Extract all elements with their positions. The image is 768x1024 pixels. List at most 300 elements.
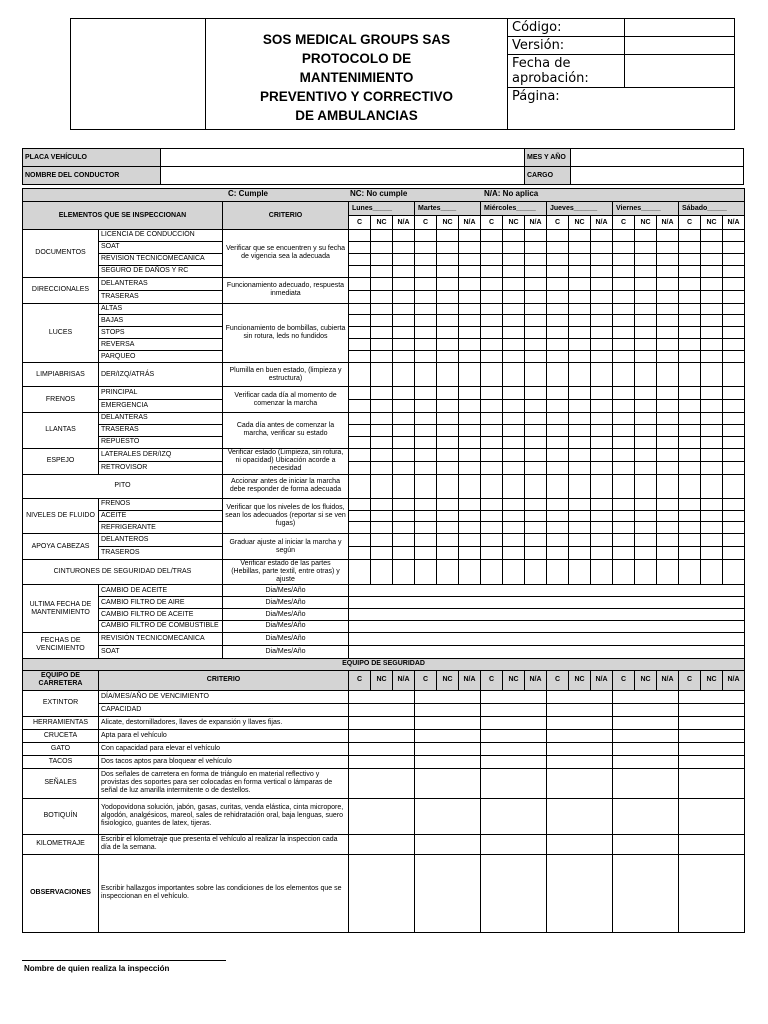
- check-cell[interactable]: [701, 424, 723, 436]
- check-cell[interactable]: [481, 400, 503, 413]
- check-cell[interactable]: [723, 413, 745, 425]
- equipo-day-cell[interactable]: [547, 798, 613, 834]
- check-cell[interactable]: [679, 363, 701, 387]
- check-cell[interactable]: [459, 498, 481, 510]
- check-cell[interactable]: [525, 436, 547, 448]
- check-cell[interactable]: [371, 547, 393, 560]
- check-cell[interactable]: [415, 230, 437, 242]
- check-cell[interactable]: [657, 522, 679, 534]
- check-cell[interactable]: [393, 303, 415, 315]
- check-cell[interactable]: [459, 339, 481, 351]
- check-cell[interactable]: [547, 315, 569, 327]
- check-cell[interactable]: [635, 265, 657, 277]
- check-cell[interactable]: [459, 351, 481, 363]
- check-cell[interactable]: [525, 253, 547, 265]
- observaciones-day-cell[interactable]: [415, 854, 481, 932]
- check-cell[interactable]: [547, 547, 569, 560]
- check-cell[interactable]: [393, 327, 415, 339]
- check-cell[interactable]: [437, 534, 459, 547]
- check-cell[interactable]: [503, 351, 525, 363]
- check-cell[interactable]: [437, 387, 459, 400]
- check-cell[interactable]: [393, 510, 415, 522]
- check-cell[interactable]: [723, 351, 745, 363]
- check-cell[interactable]: [481, 522, 503, 534]
- equipo-day-cell[interactable]: [481, 716, 547, 729]
- check-cell[interactable]: [437, 327, 459, 339]
- check-cell[interactable]: [591, 315, 613, 327]
- check-cell[interactable]: [393, 351, 415, 363]
- check-cell[interactable]: [371, 351, 393, 363]
- check-cell[interactable]: [701, 363, 723, 387]
- check-cell[interactable]: [657, 436, 679, 448]
- equipo-day-cell[interactable]: [481, 834, 547, 854]
- check-cell[interactable]: [371, 436, 393, 448]
- check-cell[interactable]: [657, 253, 679, 265]
- check-cell[interactable]: [503, 387, 525, 400]
- check-cell[interactable]: [459, 290, 481, 303]
- check-cell[interactable]: [723, 547, 745, 560]
- check-cell[interactable]: [657, 387, 679, 400]
- check-cell[interactable]: [371, 339, 393, 351]
- check-cell[interactable]: [503, 241, 525, 253]
- check-cell[interactable]: [591, 448, 613, 461]
- date-entry-cell[interactable]: [349, 621, 745, 633]
- check-cell[interactable]: [415, 547, 437, 560]
- check-cell[interactable]: [481, 534, 503, 547]
- check-cell[interactable]: [591, 387, 613, 400]
- check-cell[interactable]: [481, 387, 503, 400]
- check-cell[interactable]: [635, 351, 657, 363]
- check-cell[interactable]: [459, 522, 481, 534]
- check-cell[interactable]: [415, 498, 437, 510]
- check-cell[interactable]: [503, 315, 525, 327]
- check-cell[interactable]: [503, 339, 525, 351]
- check-cell[interactable]: [503, 303, 525, 315]
- check-cell[interactable]: [503, 413, 525, 425]
- check-cell[interactable]: [481, 351, 503, 363]
- check-cell[interactable]: [371, 461, 393, 474]
- check-cell[interactable]: [437, 522, 459, 534]
- check-cell[interactable]: [613, 230, 635, 242]
- check-cell[interactable]: [569, 363, 591, 387]
- check-cell[interactable]: [569, 230, 591, 242]
- check-cell[interactable]: [591, 560, 613, 585]
- check-cell[interactable]: [679, 339, 701, 351]
- check-cell[interactable]: [635, 290, 657, 303]
- equipo-day-cell[interactable]: [415, 716, 481, 729]
- check-cell[interactable]: [415, 522, 437, 534]
- check-cell[interactable]: [569, 534, 591, 547]
- check-cell[interactable]: [393, 534, 415, 547]
- check-cell[interactable]: [679, 560, 701, 585]
- observaciones-day-cell[interactable]: [481, 854, 547, 932]
- check-cell[interactable]: [547, 387, 569, 400]
- check-cell[interactable]: [437, 363, 459, 387]
- check-cell[interactable]: [415, 351, 437, 363]
- check-cell[interactable]: [679, 461, 701, 474]
- check-cell[interactable]: [635, 510, 657, 522]
- mes-ano-field[interactable]: [571, 149, 744, 167]
- check-cell[interactable]: [679, 547, 701, 560]
- check-cell[interactable]: [569, 387, 591, 400]
- check-cell[interactable]: [635, 387, 657, 400]
- check-cell[interactable]: [525, 230, 547, 242]
- equipo-day-cell[interactable]: [679, 716, 745, 729]
- check-cell[interactable]: [503, 253, 525, 265]
- check-cell[interactable]: [525, 424, 547, 436]
- check-cell[interactable]: [525, 387, 547, 400]
- equipo-day-cell[interactable]: [415, 703, 481, 716]
- check-cell[interactable]: [437, 424, 459, 436]
- check-cell[interactable]: [371, 303, 393, 315]
- check-cell[interactable]: [591, 498, 613, 510]
- check-cell[interactable]: [591, 461, 613, 474]
- check-cell[interactable]: [349, 400, 371, 413]
- check-cell[interactable]: [701, 241, 723, 253]
- check-cell[interactable]: [657, 303, 679, 315]
- check-cell[interactable]: [613, 327, 635, 339]
- check-cell[interactable]: [371, 448, 393, 461]
- check-cell[interactable]: [701, 230, 723, 242]
- check-cell[interactable]: [679, 351, 701, 363]
- check-cell[interactable]: [459, 436, 481, 448]
- check-cell[interactable]: [723, 339, 745, 351]
- check-cell[interactable]: [613, 339, 635, 351]
- check-cell[interactable]: [613, 498, 635, 510]
- check-cell[interactable]: [525, 560, 547, 585]
- check-cell[interactable]: [393, 230, 415, 242]
- check-cell[interactable]: [701, 560, 723, 585]
- check-cell[interactable]: [547, 241, 569, 253]
- check-cell[interactable]: [635, 534, 657, 547]
- equipo-day-cell[interactable]: [547, 768, 613, 798]
- check-cell[interactable]: [393, 277, 415, 290]
- check-cell[interactable]: [393, 461, 415, 474]
- check-cell[interactable]: [723, 241, 745, 253]
- check-cell[interactable]: [547, 436, 569, 448]
- check-cell[interactable]: [459, 461, 481, 474]
- check-cell[interactable]: [679, 303, 701, 315]
- check-cell[interactable]: [503, 290, 525, 303]
- check-cell[interactable]: [635, 230, 657, 242]
- check-cell[interactable]: [547, 253, 569, 265]
- check-cell[interactable]: [371, 277, 393, 290]
- check-cell[interactable]: [547, 474, 569, 498]
- check-cell[interactable]: [591, 253, 613, 265]
- check-cell[interactable]: [591, 277, 613, 290]
- check-cell[interactable]: [459, 363, 481, 387]
- equipo-day-cell[interactable]: [547, 742, 613, 755]
- equipo-day-cell[interactable]: [349, 834, 415, 854]
- check-cell[interactable]: [415, 560, 437, 585]
- check-cell[interactable]: [547, 290, 569, 303]
- observaciones-day-cell[interactable]: [613, 854, 679, 932]
- check-cell[interactable]: [481, 277, 503, 290]
- check-cell[interactable]: [635, 253, 657, 265]
- check-cell[interactable]: [437, 448, 459, 461]
- check-cell[interactable]: [723, 230, 745, 242]
- check-cell[interactable]: [371, 387, 393, 400]
- check-cell[interactable]: [349, 474, 371, 498]
- check-cell[interactable]: [525, 413, 547, 425]
- check-cell[interactable]: [481, 315, 503, 327]
- check-cell[interactable]: [503, 327, 525, 339]
- check-cell[interactable]: [525, 498, 547, 510]
- check-cell[interactable]: [723, 327, 745, 339]
- equipo-day-cell[interactable]: [547, 703, 613, 716]
- check-cell[interactable]: [371, 253, 393, 265]
- check-cell[interactable]: [569, 498, 591, 510]
- check-cell[interactable]: [481, 253, 503, 265]
- check-cell[interactable]: [723, 400, 745, 413]
- check-cell[interactable]: [635, 448, 657, 461]
- check-cell[interactable]: [503, 510, 525, 522]
- equipo-day-cell[interactable]: [481, 798, 547, 834]
- check-cell[interactable]: [547, 303, 569, 315]
- check-cell[interactable]: [679, 230, 701, 242]
- check-cell[interactable]: [547, 230, 569, 242]
- check-cell[interactable]: [613, 241, 635, 253]
- check-cell[interactable]: [701, 534, 723, 547]
- check-cell[interactable]: [613, 265, 635, 277]
- equipo-day-cell[interactable]: [547, 755, 613, 768]
- check-cell[interactable]: [613, 424, 635, 436]
- check-cell[interactable]: [547, 413, 569, 425]
- equipo-day-cell[interactable]: [613, 768, 679, 798]
- check-cell[interactable]: [371, 400, 393, 413]
- check-cell[interactable]: [723, 474, 745, 498]
- check-cell[interactable]: [701, 474, 723, 498]
- check-cell[interactable]: [679, 510, 701, 522]
- check-cell[interactable]: [349, 277, 371, 290]
- check-cell[interactable]: [591, 303, 613, 315]
- check-cell[interactable]: [547, 363, 569, 387]
- check-cell[interactable]: [613, 303, 635, 315]
- equipo-day-cell[interactable]: [613, 755, 679, 768]
- check-cell[interactable]: [635, 522, 657, 534]
- check-cell[interactable]: [701, 436, 723, 448]
- check-cell[interactable]: [459, 424, 481, 436]
- check-cell[interactable]: [635, 363, 657, 387]
- check-cell[interactable]: [635, 277, 657, 290]
- check-cell[interactable]: [503, 547, 525, 560]
- check-cell[interactable]: [415, 265, 437, 277]
- equipo-day-cell[interactable]: [613, 798, 679, 834]
- check-cell[interactable]: [525, 400, 547, 413]
- equipo-day-cell[interactable]: [481, 755, 547, 768]
- check-cell[interactable]: [503, 436, 525, 448]
- check-cell[interactable]: [525, 315, 547, 327]
- check-cell[interactable]: [525, 290, 547, 303]
- equipo-day-cell[interactable]: [613, 742, 679, 755]
- check-cell[interactable]: [679, 413, 701, 425]
- check-cell[interactable]: [525, 327, 547, 339]
- equipo-day-cell[interactable]: [613, 716, 679, 729]
- check-cell[interactable]: [613, 448, 635, 461]
- check-cell[interactable]: [481, 510, 503, 522]
- check-cell[interactable]: [591, 230, 613, 242]
- check-cell[interactable]: [657, 547, 679, 560]
- check-cell[interactable]: [723, 277, 745, 290]
- check-cell[interactable]: [503, 534, 525, 547]
- check-cell[interactable]: [679, 265, 701, 277]
- check-cell[interactable]: [723, 498, 745, 510]
- check-cell[interactable]: [393, 387, 415, 400]
- equipo-day-cell[interactable]: [679, 742, 745, 755]
- check-cell[interactable]: [349, 303, 371, 315]
- check-cell[interactable]: [349, 265, 371, 277]
- check-cell[interactable]: [371, 265, 393, 277]
- check-cell[interactable]: [657, 265, 679, 277]
- check-cell[interactable]: [459, 448, 481, 461]
- check-cell[interactable]: [437, 400, 459, 413]
- check-cell[interactable]: [657, 424, 679, 436]
- check-cell[interactable]: [547, 400, 569, 413]
- check-cell[interactable]: [481, 241, 503, 253]
- check-cell[interactable]: [723, 560, 745, 585]
- check-cell[interactable]: [481, 424, 503, 436]
- check-cell[interactable]: [569, 327, 591, 339]
- check-cell[interactable]: [723, 253, 745, 265]
- observaciones-day-cell[interactable]: [679, 854, 745, 932]
- check-cell[interactable]: [437, 461, 459, 474]
- check-cell[interactable]: [437, 413, 459, 425]
- check-cell[interactable]: [679, 498, 701, 510]
- equipo-day-cell[interactable]: [547, 729, 613, 742]
- check-cell[interactable]: [349, 424, 371, 436]
- check-cell[interactable]: [635, 461, 657, 474]
- check-cell[interactable]: [415, 363, 437, 387]
- check-cell[interactable]: [393, 448, 415, 461]
- check-cell[interactable]: [591, 547, 613, 560]
- check-cell[interactable]: [613, 400, 635, 413]
- check-cell[interactable]: [569, 510, 591, 522]
- check-cell[interactable]: [679, 253, 701, 265]
- check-cell[interactable]: [657, 534, 679, 547]
- equipo-day-cell[interactable]: [481, 690, 547, 703]
- check-cell[interactable]: [459, 534, 481, 547]
- check-cell[interactable]: [481, 560, 503, 585]
- fecha-aprobacion-value[interactable]: [625, 55, 735, 88]
- equipo-day-cell[interactable]: [613, 703, 679, 716]
- check-cell[interactable]: [569, 303, 591, 315]
- check-cell[interactable]: [569, 253, 591, 265]
- check-cell[interactable]: [723, 290, 745, 303]
- equipo-day-cell[interactable]: [481, 703, 547, 716]
- check-cell[interactable]: [371, 510, 393, 522]
- check-cell[interactable]: [547, 448, 569, 461]
- check-cell[interactable]: [371, 413, 393, 425]
- check-cell[interactable]: [371, 230, 393, 242]
- check-cell[interactable]: [569, 424, 591, 436]
- date-entry-cell[interactable]: [349, 597, 745, 609]
- check-cell[interactable]: [613, 290, 635, 303]
- check-cell[interactable]: [613, 461, 635, 474]
- check-cell[interactable]: [613, 560, 635, 585]
- check-cell[interactable]: [679, 277, 701, 290]
- equipo-day-cell[interactable]: [415, 834, 481, 854]
- check-cell[interactable]: [547, 424, 569, 436]
- check-cell[interactable]: [481, 413, 503, 425]
- check-cell[interactable]: [371, 522, 393, 534]
- check-cell[interactable]: [349, 510, 371, 522]
- equipo-day-cell[interactable]: [679, 755, 745, 768]
- check-cell[interactable]: [437, 339, 459, 351]
- equipo-day-cell[interactable]: [349, 690, 415, 703]
- check-cell[interactable]: [723, 315, 745, 327]
- check-cell[interactable]: [437, 436, 459, 448]
- check-cell[interactable]: [503, 522, 525, 534]
- check-cell[interactable]: [503, 474, 525, 498]
- check-cell[interactable]: [569, 474, 591, 498]
- check-cell[interactable]: [701, 510, 723, 522]
- check-cell[interactable]: [349, 387, 371, 400]
- check-cell[interactable]: [415, 303, 437, 315]
- check-cell[interactable]: [525, 241, 547, 253]
- check-cell[interactable]: [415, 436, 437, 448]
- check-cell[interactable]: [723, 461, 745, 474]
- check-cell[interactable]: [415, 387, 437, 400]
- check-cell[interactable]: [547, 351, 569, 363]
- check-cell[interactable]: [591, 241, 613, 253]
- check-cell[interactable]: [723, 448, 745, 461]
- cargo-field[interactable]: [571, 167, 744, 185]
- check-cell[interactable]: [459, 265, 481, 277]
- check-cell[interactable]: [459, 303, 481, 315]
- check-cell[interactable]: [415, 327, 437, 339]
- check-cell[interactable]: [547, 339, 569, 351]
- equipo-day-cell[interactable]: [679, 703, 745, 716]
- check-cell[interactable]: [371, 290, 393, 303]
- check-cell[interactable]: [569, 413, 591, 425]
- signature-line[interactable]: [22, 960, 226, 961]
- check-cell[interactable]: [679, 327, 701, 339]
- check-cell[interactable]: [525, 339, 547, 351]
- check-cell[interactable]: [481, 339, 503, 351]
- check-cell[interactable]: [371, 560, 393, 585]
- check-cell[interactable]: [613, 547, 635, 560]
- check-cell[interactable]: [349, 315, 371, 327]
- check-cell[interactable]: [701, 547, 723, 560]
- equipo-day-cell[interactable]: [349, 703, 415, 716]
- check-cell[interactable]: [591, 265, 613, 277]
- check-cell[interactable]: [503, 363, 525, 387]
- check-cell[interactable]: [657, 510, 679, 522]
- check-cell[interactable]: [415, 461, 437, 474]
- check-cell[interactable]: [635, 327, 657, 339]
- check-cell[interactable]: [481, 448, 503, 461]
- check-cell[interactable]: [591, 290, 613, 303]
- check-cell[interactable]: [393, 474, 415, 498]
- check-cell[interactable]: [437, 277, 459, 290]
- check-cell[interactable]: [591, 351, 613, 363]
- check-cell[interactable]: [349, 290, 371, 303]
- check-cell[interactable]: [349, 534, 371, 547]
- check-cell[interactable]: [459, 230, 481, 242]
- check-cell[interactable]: [723, 436, 745, 448]
- check-cell[interactable]: [635, 424, 657, 436]
- check-cell[interactable]: [679, 315, 701, 327]
- check-cell[interactable]: [503, 560, 525, 585]
- check-cell[interactable]: [679, 522, 701, 534]
- check-cell[interactable]: [503, 498, 525, 510]
- check-cell[interactable]: [481, 230, 503, 242]
- equipo-day-cell[interactable]: [349, 768, 415, 798]
- check-cell[interactable]: [569, 339, 591, 351]
- check-cell[interactable]: [547, 265, 569, 277]
- check-cell[interactable]: [437, 560, 459, 585]
- check-cell[interactable]: [525, 448, 547, 461]
